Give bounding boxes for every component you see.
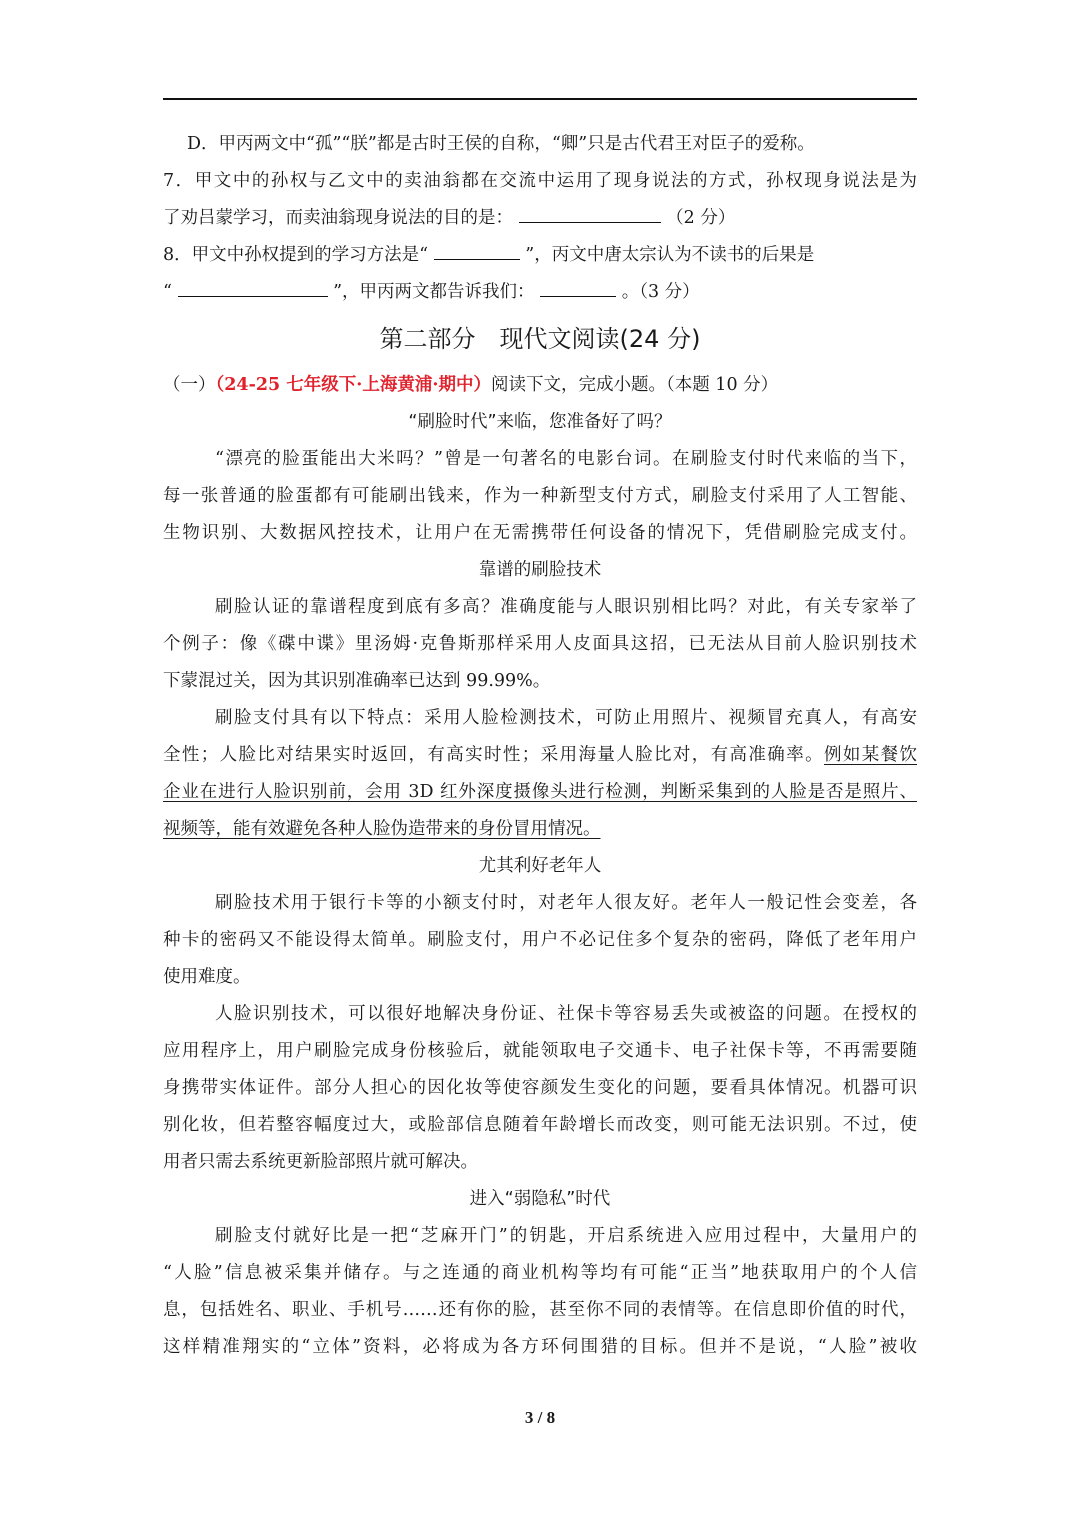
paragraph-line: 生物识别、大数据风控技术，让用户在无需携带任何设备的情况下，凭借刷脸完成支付。 bbox=[163, 523, 917, 543]
answer-blank bbox=[540, 280, 616, 297]
paragraph-line: 刷脸技术用于银行卡等的小额支付时，对老年人很友好。老年人一般记性会变差，各 bbox=[215, 893, 917, 913]
paragraph-line: 使用难度。 bbox=[163, 967, 251, 987]
question-7-score: （2 分） bbox=[666, 208, 736, 228]
paragraph-line: 每一张普通的脸蛋都有可能刷出钱来，作为一种新型支付方式，刷脸支付采用了人工智能、 bbox=[163, 486, 917, 506]
quote-open: “ bbox=[163, 282, 172, 302]
paragraph-line: “漂亮的脸蛋能出大米吗？”曾是一句著名的电影台词。在刷脸支付时代来临的当下， bbox=[215, 449, 917, 469]
part-two-title: 第二部分 现代文阅读(24 分) bbox=[379, 325, 701, 353]
paragraph-line: 刷脸支付具有以下特点：采用人脸检测技术，可防止用照片、视频冒充真人，有高安 bbox=[215, 708, 917, 728]
subheading-weak-privacy: 进入“弱隐私”时代 bbox=[469, 1189, 611, 1209]
paragraph-text: 全性；人脸比对结果实时返回，有高实时性；采用海量人脸比对，有高准确率。 bbox=[163, 745, 824, 765]
header-rule bbox=[163, 98, 917, 100]
underlined-text: 例如某餐饮 bbox=[823, 745, 917, 765]
source-label: （24-25 七年级下·上海黄浦·期中） bbox=[215, 375, 491, 395]
paragraph-line: 个例子：像《碟中谍》里汤姆·克鲁斯那样采用人皮面具这招，已无法从目前人脸识别技术 bbox=[163, 634, 917, 654]
section-instruction: 阅读下文，完成小题。（本题 10 分） bbox=[491, 375, 779, 395]
paragraph-line: 这样精准翔实的“立体”资料，必将成为各方环伺围猎的目标。但并不是说，“人脸”被收 bbox=[163, 1337, 917, 1357]
paragraph-line: 人脸识别技术，可以很好地解决身份证、社保卡等容易丢失或被盗的问题。在授权的 bbox=[215, 1004, 917, 1024]
question-8-line-2 bbox=[163, 274, 917, 311]
subheading-elderly: 尤其利好老年人 bbox=[478, 856, 602, 876]
paragraph-line: 身携带实体证件。部分人担心的因化妆等使容颜发生变化的问题，要看具体情况。机器可识 bbox=[163, 1078, 917, 1098]
page-number: 3 / 8 bbox=[524, 1408, 556, 1427]
question-8-line-1 bbox=[163, 237, 917, 274]
question-6-option-d: D．甲丙两文中“孤”“朕”都是古时王侯的自称，“卿”只是古代君王对臣子的爱称。 bbox=[187, 134, 815, 154]
underlined-text: 视频等，能有效避免各种人脸伪造带来的身份冒用情况。 bbox=[163, 819, 601, 839]
paragraph-line: 种卡的密码又不能设得太简单。刷脸支付，用户不必记住多个复杂的密码，降低了老年用户 bbox=[163, 930, 917, 950]
question-8-text-3: ”，甲丙两文都告诉我们： bbox=[333, 282, 535, 302]
answer-blank bbox=[519, 206, 661, 223]
section-intro bbox=[163, 367, 917, 404]
subheading-reliable-tech: 靠谱的刷脸技术 bbox=[478, 560, 602, 580]
underlined-line bbox=[163, 811, 917, 848]
answer-blank bbox=[434, 243, 520, 260]
paragraph-line: 应用程序上，用户刷脸完成身份核验后，就能领取电子交通卡、电子社保卡等，不再需要随 bbox=[163, 1041, 917, 1061]
question-8-score: 。（3 分） bbox=[621, 282, 700, 302]
question-7-line-2 bbox=[163, 200, 917, 237]
page-content bbox=[163, 126, 917, 1366]
question-8-text: 8．甲文中孙权提到的学习方法是“ bbox=[163, 245, 429, 265]
answer-blank bbox=[178, 280, 328, 297]
paragraph-line bbox=[163, 737, 917, 774]
section-number: （一） bbox=[163, 375, 216, 395]
paragraph-line: 刷脸认证的靠谱程度到底有多高？准确度能与人眼识别相比吗？对此，有关专家举了 bbox=[215, 597, 917, 617]
question-7-line-1: 7．甲文中的孙权与乙文中的卖油翁都在交流中运用了现身说法的方式，孙权现身说法是为 bbox=[163, 171, 917, 191]
article-title: “刷脸时代”来临，您准备好了吗？ bbox=[408, 412, 672, 432]
paragraph-line: 别化妆，但若整容幅度过大，或脸部信息随着年龄增长而改变，则可能无法识别。不过，使 bbox=[163, 1115, 917, 1135]
question-7-text: 了劝吕蒙学习，而卖油翁现身说法的目的是： bbox=[163, 208, 513, 228]
question-8-text-2: ”，丙文中唐太宗认为不读书的后果是 bbox=[525, 245, 815, 265]
paragraph-line: 用者只需去系统更新脸部照片就可解决。 bbox=[163, 1152, 478, 1172]
paragraph-line: 息，包括姓名、职业、手机号……还有你的脸，甚至你不同的表情等。在信息即价值的时代， bbox=[163, 1300, 917, 1320]
underlined-line: 企业在进行人脸识别前，会用 3D 红外深度摄像头进行检测，判断采集到的人脸是否是照片、 bbox=[163, 782, 917, 802]
paragraph-line: “人脸”信息被采集并储存。与之连通的商业机构等均有可能“正当”地获取用户的个人信 bbox=[163, 1263, 917, 1283]
paragraph-line: 下蒙混过关，因为其识别准确率已达到 99.99%。 bbox=[163, 671, 551, 691]
paragraph-line: 刷脸支付就好比是一把“芝麻开门”的钥匙，开启系统进入应用过程中，大量用户的 bbox=[215, 1226, 917, 1246]
